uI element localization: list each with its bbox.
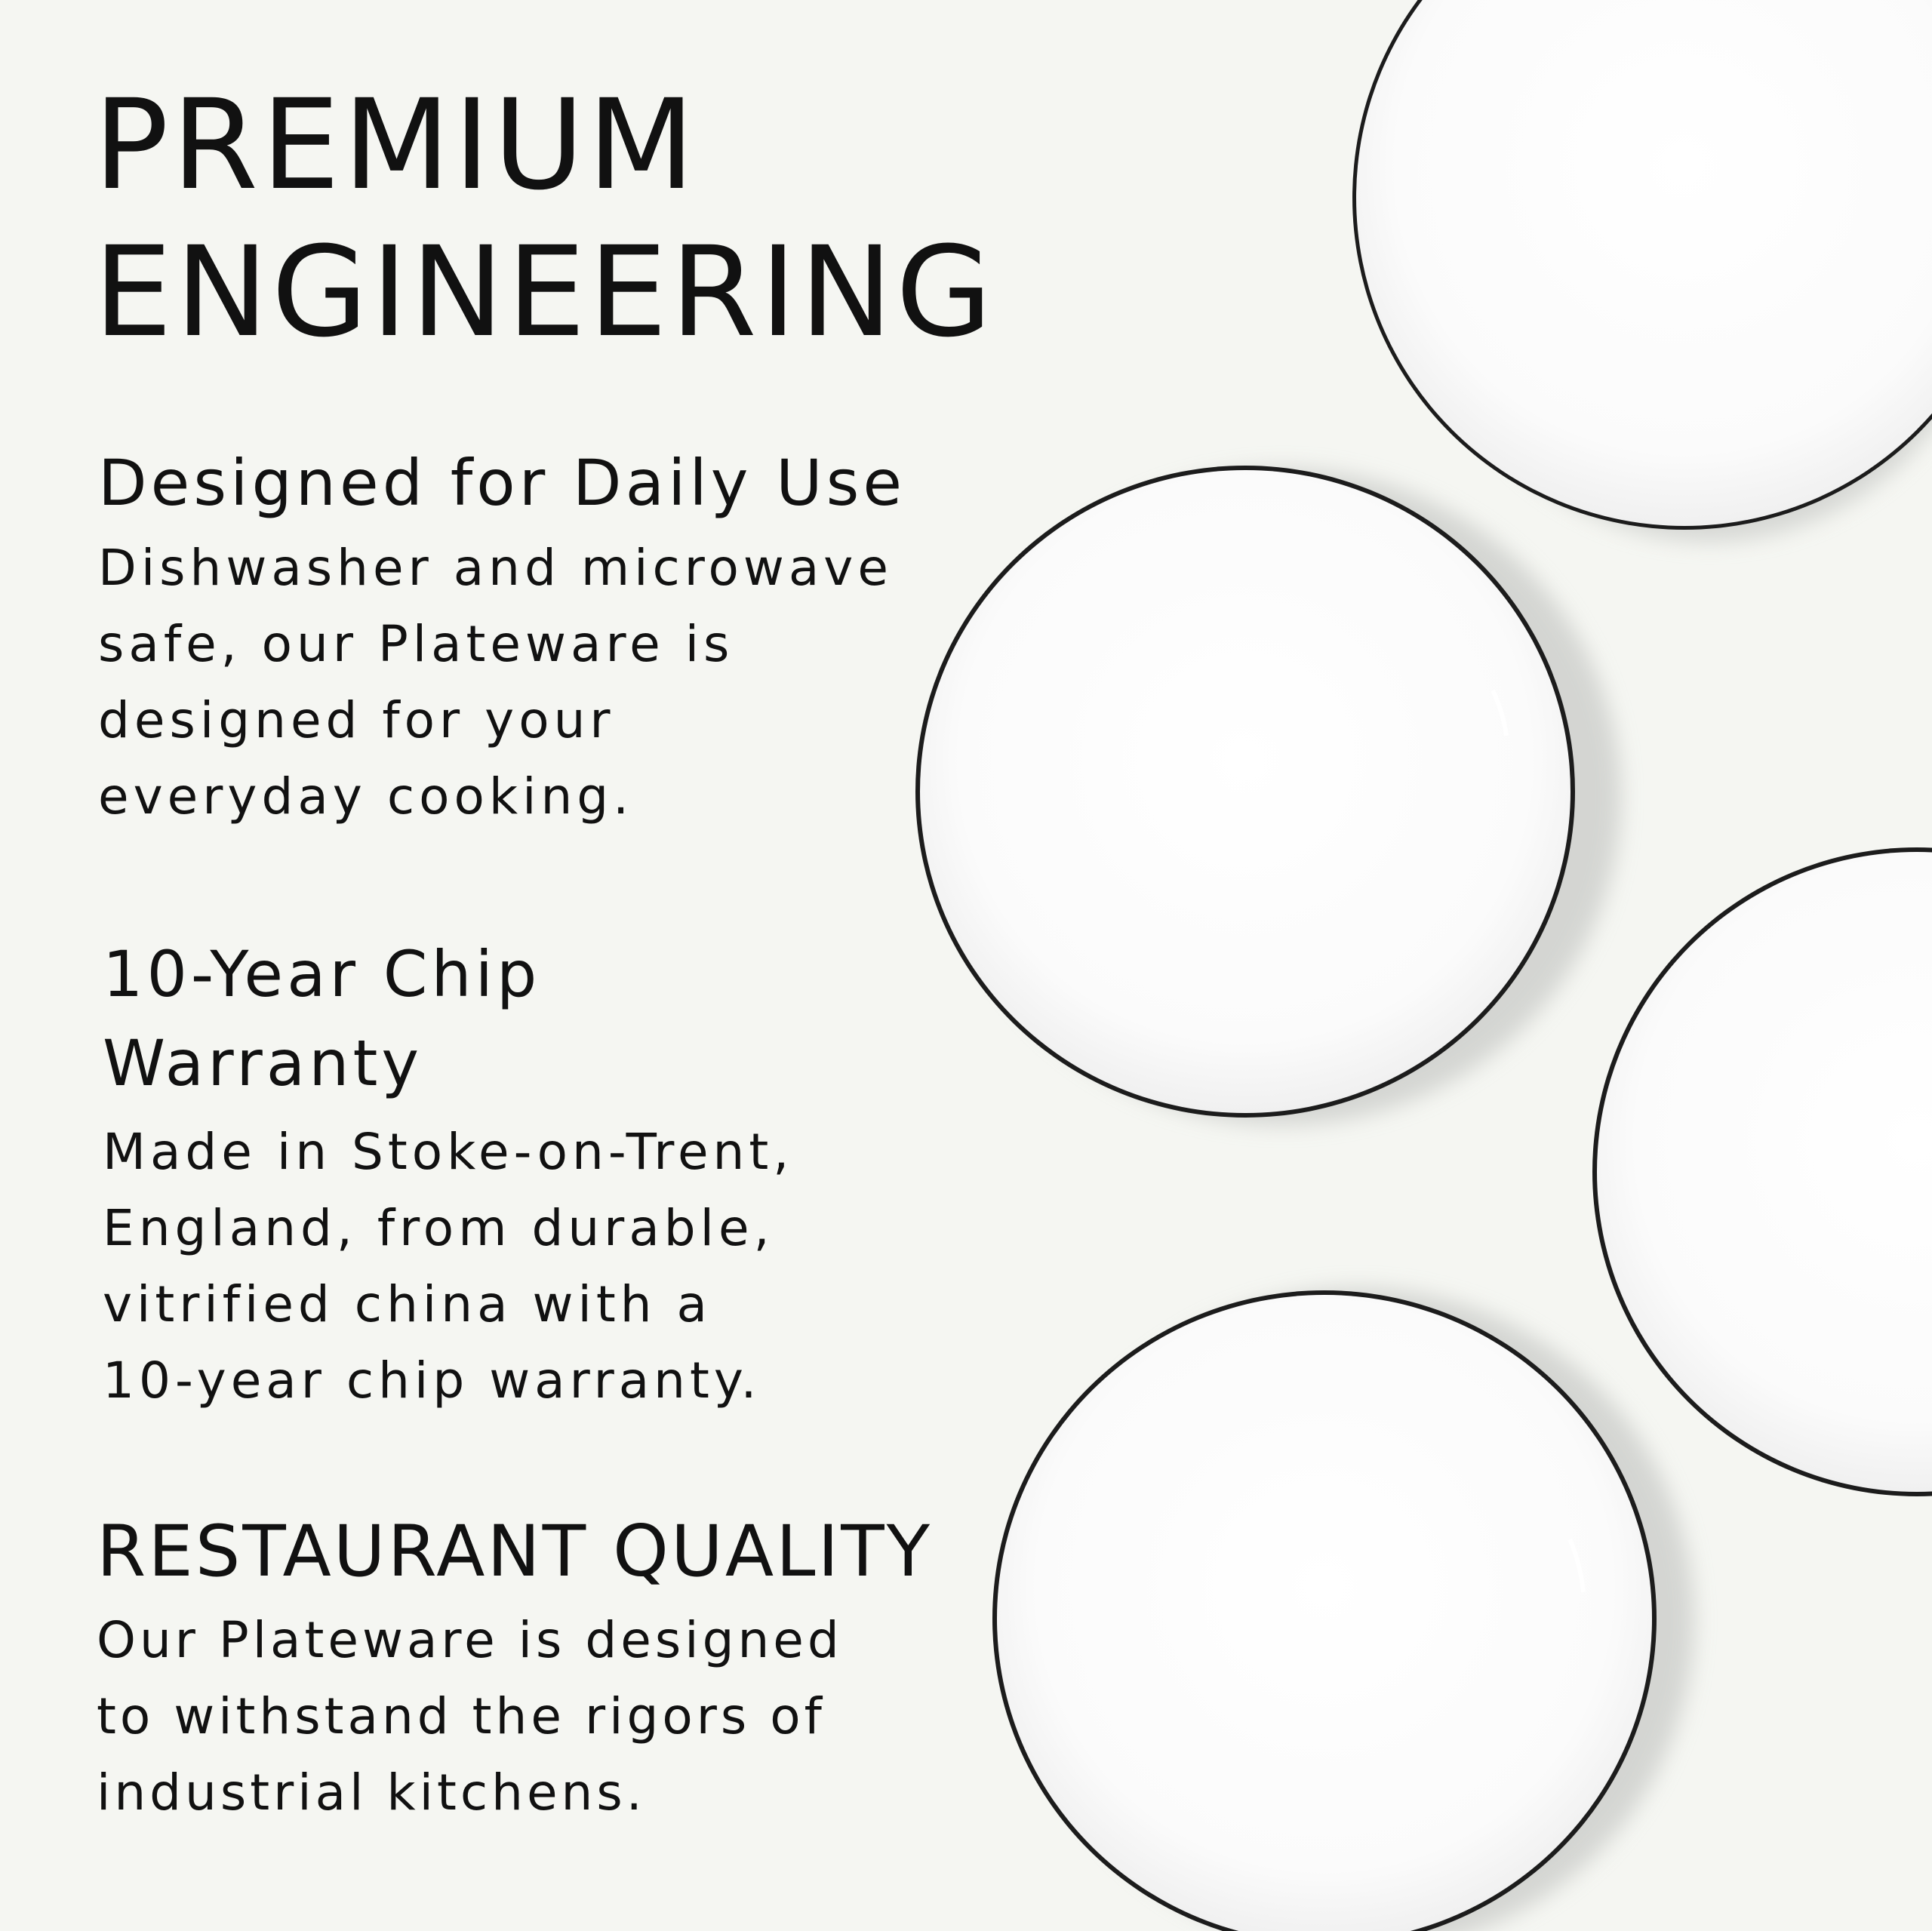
plate-top-right — [1352, 0, 1932, 542]
feature-description: Dishwasher and microwave safe, our Plateware is designed for your everyday cooking. — [98, 539, 893, 826]
feature-restaurant-quality — [97, 1507, 932, 1831]
feature-chip-warranty — [103, 930, 793, 1419]
plate-upper-middle — [915, 466, 1621, 1125]
feature-heading: Designed for Daily Use — [98, 446, 906, 520]
plate-bottom — [992, 1288, 1694, 1931]
page-title — [94, 72, 995, 366]
page-title-line-1: PREMIUM — [94, 72, 698, 217]
feature-heading: RESTAURANT QUALITY — [97, 1511, 933, 1593]
feature-heading: 10-Year Chip Warranty — [103, 937, 541, 1100]
plate-right-edge — [1592, 847, 1932, 1496]
feature-description: Our Plateware is designed to withstand the rigors of industrial kitchens. — [97, 1611, 843, 1822]
feature-description: Made in Stoke-on-Trent, England, from durable, vitrified china with a 10-year chip warranty. — [103, 1123, 794, 1410]
feature-daily-use — [98, 438, 906, 835]
page-title-line-2: ENGINEERING — [94, 220, 995, 364]
